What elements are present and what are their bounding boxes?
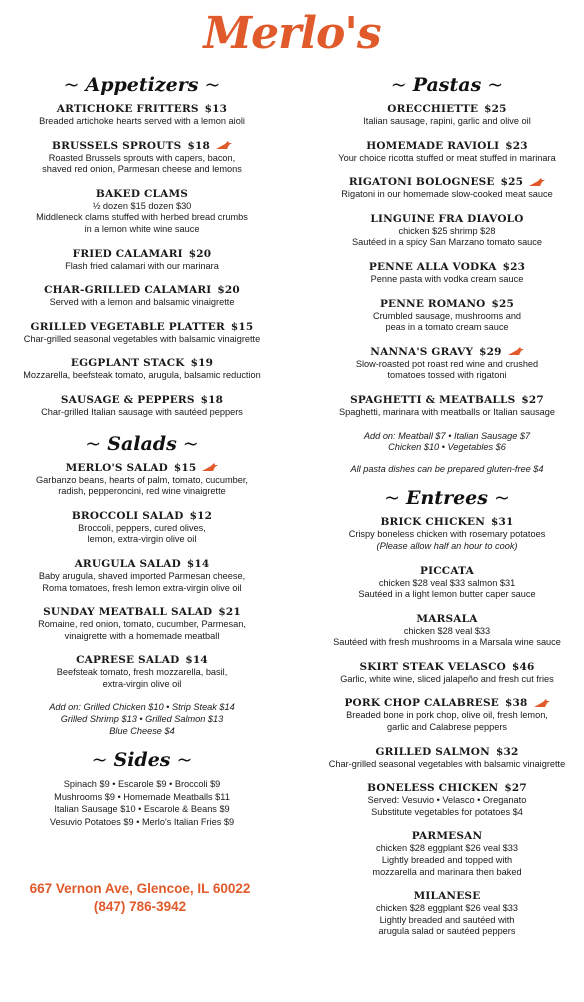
menu-item-name: GRILLED SALMON (375, 745, 490, 758)
menu-item-heading (8, 394, 276, 407)
menu-item-description: Romaine, red onion, tomato, cucumber, Parmesan, (38, 619, 246, 630)
menu-item-heading (318, 140, 576, 153)
menu-item (318, 516, 576, 552)
menu-item-name: RIGATONI BOLOGNESE (348, 176, 495, 189)
menu-item-price: $20 (188, 247, 212, 260)
menu-item-name: SUNDAY MEATBALL SALAD (43, 606, 213, 619)
menu-item-name: ARTICHOKE FRITTERS (56, 103, 199, 115)
bird-icon (529, 178, 545, 187)
menu-item (8, 188, 276, 236)
menu-item-description: Breaded bone in pork chop, olive oil, fresh lemon, (346, 710, 548, 721)
address-phone[interactable]: (847) 786-3942 (93, 899, 187, 914)
menu-item-name: NANNA'S GRAVY (370, 345, 474, 358)
menu-item-name: ARUGULA SALAD (74, 557, 181, 570)
menu-item-description: Roasted Brussels sprouts with capers, bacon, (48, 152, 236, 163)
menu-item (8, 654, 276, 690)
menu-item-price: $13 (204, 103, 228, 115)
menu-item-description: Flash fried calamari with our marinara (65, 260, 219, 271)
menu-item-heading (8, 654, 276, 667)
menu-item-name: SPAGHETTI & MEATBALLS (350, 393, 516, 406)
menu-item-heading (8, 558, 276, 571)
sides-line: Italian Sausage $10 • Escarole & Beans $9 (54, 804, 230, 815)
menu-item-price: $20 (217, 284, 240, 297)
menu-item-description: Sautéed in a spicy San Marzano tomato sauce (352, 237, 542, 248)
menu-item-description: Slow-roasted pot roast red wine and crushed (355, 358, 539, 369)
menu-item-description: vinaigrette with a homemade meatball (64, 630, 220, 641)
menu-item-heading (318, 830, 576, 843)
pastas-list (318, 103, 576, 419)
restaurant-logo: Merlo's (203, 8, 381, 59)
sides-line: Spinach $9 • Escarole $9 • Broccoli $9 (63, 779, 221, 790)
menu-item-name: PARMESAN (411, 830, 483, 843)
menu-item (318, 830, 576, 878)
menu-item-name: HOMEMADE RAVIOLI (366, 139, 500, 152)
menu-item-heading (8, 357, 276, 370)
menu-item-name: LINGUINE FRA DIAVOLO (370, 212, 524, 225)
menu-item-heading (8, 606, 276, 619)
menu-item (318, 176, 576, 201)
menu-item-price: $15 (173, 461, 197, 474)
menu-item-name: SAUSAGE & PEPPERS (60, 393, 195, 406)
menu-item-price: $18 (200, 393, 224, 406)
menu-item-description: Char-grilled seasonal vegetables with balsamic vinaigrette (23, 333, 261, 344)
menu-item-description: in a lemon white wine sauce (84, 223, 200, 234)
menu-item-description: Middleneck clams stuffed with herbed bread crumbs (36, 212, 248, 223)
pastas-gluten-note: All pasta dishes can be prepared gluten-free $4 (350, 463, 544, 474)
menu-item (8, 248, 276, 273)
menu-item-description: Your choice ricotta stuffed or meat stuffed in marinara (338, 152, 556, 163)
menu-item-price: $19 (190, 357, 214, 370)
menu-item-description: Char-grilled Italian sausage with sautéed peppers (41, 406, 243, 417)
menu-item-price: $29 (479, 345, 502, 358)
menu-item-heading (8, 284, 276, 297)
menu-item-price: $32 (495, 745, 519, 758)
entrees-list (318, 516, 576, 938)
menu-item-description: chicken $28 eggplant $26 veal $33 (375, 903, 518, 914)
menu-item-description: Substitute vegetables for potatoes $4 (371, 806, 523, 817)
menu-item-price: $31 (491, 516, 514, 529)
menu-item-name: SKIRT STEAK VELASCO (359, 660, 506, 673)
bird-icon (508, 347, 524, 356)
pastas-addon: Add on: Meatball $7 • Italian Sausage $7 Chicken $10 • Vegetables $6 (363, 430, 531, 453)
menu-item-heading (8, 510, 276, 523)
menu-item-description: garlic and Calabrese peppers (386, 722, 508, 733)
menu-item-heading (318, 213, 576, 226)
section-title-sides: ~ Sides ~ (91, 749, 193, 772)
menu-item-name: BRICK CHICKEN (380, 516, 485, 529)
menu-item (8, 394, 276, 419)
menu-item-heading (8, 248, 276, 261)
menu-item (8, 558, 276, 594)
menu-item-description: Crispy boneless chicken with rosemary potatoes (348, 529, 546, 540)
menu-item (8, 510, 276, 546)
menu-item-name: PORK CHOP CALABRESE (344, 697, 500, 710)
salads-list (8, 462, 276, 691)
menu-item-price: $25 (500, 176, 524, 189)
menu-item-name: BAKED CLAMS (95, 187, 189, 200)
menu-item-description: Char-grilled seasonal vegetables with balsamic vinaigrette (328, 758, 566, 769)
menu-item-description: Garlic, white wine, sliced jalapeño and fresh cut fries (340, 673, 554, 684)
menu-item-price: $27 (521, 393, 544, 406)
menu-item-heading (318, 394, 576, 407)
menu-item-heading (318, 516, 576, 529)
menu-item-note: (Please allow half an hour to cook) (376, 540, 518, 551)
menu-item-price: $23 (505, 139, 528, 152)
salads-addon: Add on: Grilled Chicken $10 • Strip Steak $14 Grilled Shrimp $13 • Grilled Salmon $13 Blue Cheese $4 (49, 702, 235, 736)
section-title-pastas: ~ Pastas ~ (390, 74, 504, 96)
menu-item-price: $15 (230, 320, 254, 333)
menu-item-heading (8, 103, 276, 116)
menu-item-heading (8, 140, 276, 153)
menu-item-heading (8, 188, 276, 201)
appetizers-list (8, 103, 276, 419)
menu-item (8, 284, 276, 309)
menu-item-description: Lightly breaded and topped with (381, 855, 513, 866)
sides-list (8, 778, 276, 828)
bird-icon (534, 699, 550, 708)
menu-item-description: radish, pepperoncini, red wine vinaigrette (58, 486, 226, 497)
menu-item-description: arugula salad or sautéed peppers (378, 926, 516, 937)
menu-item-name: CHAR-GRILLED CALAMARI (44, 284, 212, 297)
menu-item-name: PENNE ALLA VODKA (368, 260, 497, 273)
menu-item (318, 140, 576, 165)
menu-item-price: $46 (512, 660, 535, 673)
menu-item-description: Sautéed in a light lemon butter caper sauce (358, 589, 536, 600)
menu-item-name: BONELESS CHICKEN (367, 782, 499, 795)
menu-item-price: $12 (189, 509, 213, 522)
menu-item-heading (318, 746, 576, 759)
menu-item-description: extra-virgin olive oil (102, 678, 182, 689)
menu-item (318, 103, 576, 128)
menu-item-description: Baby arugula, shaved imported Parmesan cheese, (38, 570, 246, 581)
menu-item (8, 357, 276, 382)
section-title-salads: ~ Salads ~ (85, 432, 199, 455)
menu-item-description: Mozzarella, beefsteak tomato, arugula, balsamic reduction (23, 370, 261, 381)
section-title-appetizers: ~ Appetizers ~ (63, 74, 221, 96)
menu-item-description: peas in a tomato cream sauce (385, 322, 509, 333)
menu-item-name: MERLO'S SALAD (65, 461, 168, 474)
menu-item-name: PENNE ROMANO (379, 297, 486, 310)
menu-item-description: lemon, extra-virgin olive oil (87, 534, 197, 545)
menu-item-description: Broccoli, peppers, cured olives, (78, 522, 206, 533)
menu-item-name: EGGPLANT STACK (70, 357, 185, 370)
menu-item-description: Beefsteak tomato, fresh mozzarella, basil, (56, 667, 228, 678)
menu-item (8, 606, 276, 642)
menu-item-heading (318, 890, 576, 903)
menu-item (318, 261, 576, 286)
menu-item-description: Breaded artichoke hearts served with a lemon aioli (39, 116, 245, 126)
menu-item-price: $14 (185, 654, 208, 667)
menu-item (318, 298, 576, 334)
menu-item-name: PICCATA (420, 564, 474, 577)
menu-item-description: Served with a lemon and balsamic vinaigrette (49, 297, 235, 308)
menu-item-description: Lightly breaded and sautéed with (379, 914, 515, 925)
menu-item-heading (8, 321, 276, 334)
menu-item-description: Spaghetti, marinara with meatballs or Italian sausage (338, 406, 556, 417)
menu-item-price: $14 (186, 557, 210, 570)
menu-item-description: Roma tomatoes, fresh lemon extra-virgin olive oil (42, 582, 242, 593)
menu-item-price: $21 (218, 606, 241, 619)
bird-icon (202, 463, 218, 472)
menu-item-name: MARSALA (416, 612, 478, 625)
menu-item-description: Penne pasta with vodka cream sauce (370, 273, 524, 284)
address-street: 667 Vernon Ave, Glencoe, IL 60022 (29, 881, 251, 896)
menu-item-heading (318, 103, 576, 116)
menu-item-name: BRUSSELS SPROUTS (52, 139, 182, 152)
address-block (20, 880, 260, 916)
menu-item-price: $25 (491, 297, 515, 310)
menu-item-description: tomatoes tossed with rigatoni (387, 370, 507, 381)
menu-item-heading (318, 697, 576, 710)
menu-item-heading (318, 565, 576, 578)
menu-item-heading (8, 462, 276, 475)
menu-item (318, 346, 576, 382)
menu-item-name: ORECCHIETTE (387, 103, 479, 115)
menu-item-heading (318, 176, 576, 189)
menu-item-name: BROCCOLI SALAD (71, 509, 184, 522)
menu-item-heading (318, 782, 576, 795)
menu-item (318, 697, 576, 733)
menu-item-price: $38 (505, 697, 528, 710)
menu-item-price: $27 (504, 782, 527, 795)
menu-item (318, 782, 576, 818)
menu-item-description: Rigatoni in our homemade slow-cooked meat sauce (341, 189, 553, 200)
menu-item-price: $25 (484, 103, 507, 115)
menu-item-description: chicken $28 veal $33 salmon $31 (378, 577, 516, 588)
menu-item-description: chicken $28 veal $33 (403, 625, 491, 636)
menu-item-price: $23 (502, 260, 526, 273)
menu-item (318, 565, 576, 601)
menu-item-name: MILANESE (413, 890, 481, 903)
menu-item-description: Garbanzo beans, hearts of palm, tomato, cucumber, (36, 474, 248, 485)
menu-item-description: Sautéed with fresh mushrooms in a Marsala wine sauce (333, 637, 561, 648)
menu-item (318, 613, 576, 649)
right-column (318, 72, 576, 950)
menu-item-name: GRILLED VEGETABLE PLATTER (30, 320, 225, 333)
menu-item-description: mozzarella and marinara then baked (372, 866, 522, 877)
sides-line: Mushrooms $9 • Homemade Meatballs $11 (54, 791, 230, 802)
menu-item (8, 462, 276, 498)
menu-item (8, 321, 276, 346)
menu-item (318, 661, 576, 686)
menu-item (318, 746, 576, 771)
menu-item (318, 394, 576, 419)
menu-item-heading (318, 261, 576, 274)
menu-item-heading (318, 661, 576, 674)
menu-item (8, 103, 276, 128)
menu-item (318, 890, 576, 938)
menu-item-price: $18 (187, 139, 210, 152)
left-column (8, 72, 276, 829)
menu-item-description: shaved red onion, Parmesan cheese and lemons (42, 164, 242, 175)
menu-item-description: chicken $25 shrimp $28 (398, 225, 496, 236)
menu-item-name: FRIED CALAMARI (72, 247, 183, 260)
menu-item-heading (318, 613, 576, 626)
menu-item (318, 213, 576, 249)
menu-item-heading (318, 346, 576, 359)
menu-item-description: chicken $28 eggplant $26 veal $33 (375, 843, 518, 854)
sides-line: Vesuvio Potatoes $9 • Merlo's Italian Fries $9 (49, 817, 235, 828)
menu-item-description: Italian sausage, rapini, garlic and olive oil (363, 116, 531, 126)
section-title-entrees: ~ Entrees ~ (384, 487, 510, 510)
menu-item-heading (318, 298, 576, 311)
menu-item (8, 140, 276, 176)
menu-item-description: Served: Vesuvio • Velasco • Oreganato (367, 795, 527, 806)
menu-item-description: ½ dozen $15 dozen $30 (92, 200, 192, 211)
bird-icon (216, 141, 232, 150)
menu-item-description: Crumbled sausage, mushrooms and (372, 310, 522, 321)
menu-item-name: CAPRESE SALAD (76, 654, 180, 667)
